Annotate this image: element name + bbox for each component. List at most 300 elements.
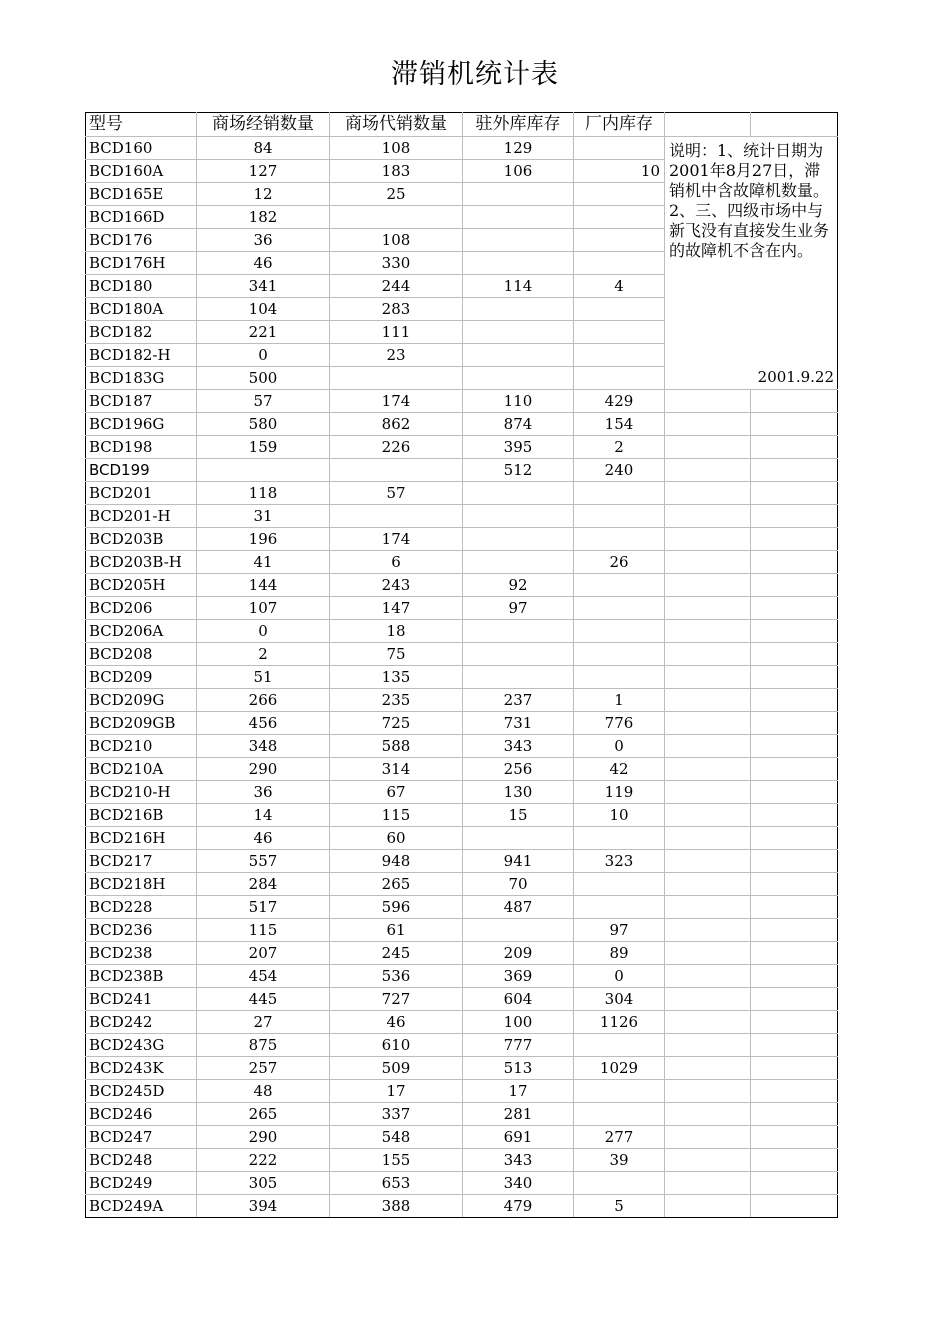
table-row: [86, 1126, 838, 1149]
cell-retail-qty: 500: [197, 367, 330, 390]
cell-model: BCD166D: [86, 206, 197, 229]
cell-consign-qty: 25: [330, 183, 463, 206]
cell-retail-qty: 394: [197, 1195, 330, 1218]
cell-consign-qty: 67: [330, 781, 463, 804]
cell-model: BCD243K: [86, 1057, 197, 1080]
cell-retail-qty: 221: [197, 321, 330, 344]
empty-cell: [751, 459, 838, 482]
cell-consign-qty: 330: [330, 252, 463, 275]
header-external-stock: 驻外库库存: [463, 113, 574, 137]
cell-consign-qty: [330, 459, 463, 482]
cell-external-stock: [463, 666, 574, 689]
cell-model: BCD246: [86, 1103, 197, 1126]
empty-cell: [751, 643, 838, 666]
cell-factory-stock: 323: [574, 850, 665, 873]
cell-consign-qty: 17: [330, 1080, 463, 1103]
cell-model: BCD241: [86, 988, 197, 1011]
cell-factory-stock: [574, 252, 665, 275]
cell-retail-qty: 84: [197, 137, 330, 160]
cell-consign-qty: 548: [330, 1126, 463, 1149]
cell-factory-stock: 10: [574, 160, 665, 183]
table-row: [86, 551, 838, 574]
cell-factory-stock: [574, 896, 665, 919]
cell-external-stock: 106: [463, 160, 574, 183]
cell-retail-qty: [197, 459, 330, 482]
cell-consign-qty: 108: [330, 137, 463, 160]
cell-model: BCD210A: [86, 758, 197, 781]
cell-factory-stock: [574, 1103, 665, 1126]
cell-factory-stock: [574, 344, 665, 367]
cell-retail-qty: 0: [197, 620, 330, 643]
table-row: [86, 781, 838, 804]
cell-external-stock: 343: [463, 735, 574, 758]
empty-cell: [751, 551, 838, 574]
page-title: 滞销机统计表: [391, 59, 559, 90]
empty-cell: [751, 1149, 838, 1172]
cell-factory-stock: 26: [574, 551, 665, 574]
empty-cell: [665, 758, 751, 781]
cell-external-stock: 340: [463, 1172, 574, 1195]
cell-consign-qty: [330, 206, 463, 229]
cell-model: BCD210-H: [86, 781, 197, 804]
cell-consign-qty: 174: [330, 390, 463, 413]
cell-consign-qty: 337: [330, 1103, 463, 1126]
cell-retail-qty: 290: [197, 1126, 330, 1149]
cell-retail-qty: 127: [197, 160, 330, 183]
cell-consign-qty: 57: [330, 482, 463, 505]
header-empty-cell: [665, 113, 751, 137]
table-row: [86, 1149, 838, 1172]
cell-model: BCD242: [86, 1011, 197, 1034]
cell-external-stock: [463, 298, 574, 321]
cell-external-stock: 92: [463, 574, 574, 597]
cell-consign-qty: 108: [330, 229, 463, 252]
cell-retail-qty: 36: [197, 229, 330, 252]
cell-factory-stock: 39: [574, 1149, 665, 1172]
empty-cell: [751, 1034, 838, 1057]
empty-cell: [751, 574, 838, 597]
empty-cell: [751, 1080, 838, 1103]
cell-factory-stock: [574, 482, 665, 505]
empty-cell: [751, 758, 838, 781]
empty-cell: [665, 1149, 751, 1172]
cell-external-stock: [463, 551, 574, 574]
table-row: [86, 1011, 838, 1034]
cell-model: BCD183G: [86, 367, 197, 390]
cell-consign-qty: 226: [330, 436, 463, 459]
cell-external-stock: 395: [463, 436, 574, 459]
cell-consign-qty: 536: [330, 965, 463, 988]
empty-cell: [751, 390, 838, 413]
cell-retail-qty: 2: [197, 643, 330, 666]
cell-retail-qty: 580: [197, 413, 330, 436]
cell-retail-qty: 196: [197, 528, 330, 551]
empty-cell: [665, 942, 751, 965]
empty-cell: [751, 712, 838, 735]
cell-consign-qty: 862: [330, 413, 463, 436]
cell-factory-stock: [574, 597, 665, 620]
table-row: [86, 804, 838, 827]
cell-model: BCD217: [86, 850, 197, 873]
cell-external-stock: 604: [463, 988, 574, 1011]
empty-cell: [665, 965, 751, 988]
empty-cell: [751, 1126, 838, 1149]
cell-model: BCD203B-H: [86, 551, 197, 574]
empty-cell: [751, 873, 838, 896]
cell-consign-qty: 183: [330, 160, 463, 183]
cell-model: BCD247: [86, 1126, 197, 1149]
cell-model: BCD218H: [86, 873, 197, 896]
table-row: [86, 712, 838, 735]
cell-external-stock: 479: [463, 1195, 574, 1218]
cell-retail-qty: 348: [197, 735, 330, 758]
header-retail-qty: 商场经销数量: [197, 113, 330, 137]
cell-factory-stock: 1029: [574, 1057, 665, 1080]
cell-factory-stock: [574, 620, 665, 643]
cell-factory-stock: 1: [574, 689, 665, 712]
cell-model: BCD209G: [86, 689, 197, 712]
cell-model: BCD238B: [86, 965, 197, 988]
empty-cell: [665, 1080, 751, 1103]
table-row: [86, 1103, 838, 1126]
empty-cell: [665, 1011, 751, 1034]
empty-cell: [751, 689, 838, 712]
cell-retail-qty: 445: [197, 988, 330, 1011]
cell-external-stock: [463, 482, 574, 505]
empty-cell: [751, 1057, 838, 1080]
cell-retail-qty: 182: [197, 206, 330, 229]
empty-cell: [665, 988, 751, 1011]
empty-cell: [751, 988, 838, 1011]
cell-retail-qty: 207: [197, 942, 330, 965]
cell-model: BCD209: [86, 666, 197, 689]
empty-cell: [751, 1195, 838, 1218]
table-row: [86, 620, 838, 643]
cell-retail-qty: 284: [197, 873, 330, 896]
cell-retail-qty: 46: [197, 827, 330, 850]
cell-factory-stock: 0: [574, 965, 665, 988]
cell-factory-stock: [574, 528, 665, 551]
cell-factory-stock: 277: [574, 1126, 665, 1149]
empty-cell: [665, 666, 751, 689]
cell-retail-qty: 875: [197, 1034, 330, 1057]
cell-retail-qty: 27: [197, 1011, 330, 1034]
cell-consign-qty: 235: [330, 689, 463, 712]
table-row: [86, 735, 838, 758]
table-row: [86, 1195, 838, 1218]
empty-cell: [665, 1103, 751, 1126]
empty-cell: [665, 1126, 751, 1149]
cell-consign-qty: 75: [330, 643, 463, 666]
table-row: [86, 1057, 838, 1080]
cell-retail-qty: 46: [197, 252, 330, 275]
cell-consign-qty: 111: [330, 321, 463, 344]
cell-factory-stock: [574, 367, 665, 390]
table-row: [86, 436, 838, 459]
table-row: [86, 758, 838, 781]
cell-retail-qty: 257: [197, 1057, 330, 1080]
cell-model: BCD243G: [86, 1034, 197, 1057]
cell-retail-qty: 31: [197, 505, 330, 528]
empty-cell: [665, 873, 751, 896]
header-consign-qty: 商场代销数量: [330, 113, 463, 137]
cell-model: BCD198: [86, 436, 197, 459]
cell-consign-qty: 588: [330, 735, 463, 758]
cell-external-stock: [463, 528, 574, 551]
cell-consign-qty: 18: [330, 620, 463, 643]
empty-cell: [665, 482, 751, 505]
empty-cell: [751, 597, 838, 620]
empty-cell: [751, 666, 838, 689]
empty-cell: [665, 620, 751, 643]
cell-retail-qty: 107: [197, 597, 330, 620]
cell-factory-stock: 4: [574, 275, 665, 298]
cell-consign-qty: 244: [330, 275, 463, 298]
cell-factory-stock: 304: [574, 988, 665, 1011]
cell-external-stock: 17: [463, 1080, 574, 1103]
cell-external-stock: [463, 643, 574, 666]
cell-model: BCD201: [86, 482, 197, 505]
empty-cell: [665, 827, 751, 850]
cell-consign-qty: 725: [330, 712, 463, 735]
cell-model: BCD245D: [86, 1080, 197, 1103]
cell-consign-qty: 245: [330, 942, 463, 965]
cell-consign-qty: 174: [330, 528, 463, 551]
table-row: [86, 390, 838, 413]
cell-retail-qty: 118: [197, 482, 330, 505]
empty-cell: [665, 413, 751, 436]
table-row: [86, 482, 838, 505]
cell-consign-qty: 60: [330, 827, 463, 850]
empty-cell: [751, 919, 838, 942]
empty-cell: [665, 850, 751, 873]
cell-model: BCD165E: [86, 183, 197, 206]
table-row: [86, 965, 838, 988]
cell-consign-qty: 135: [330, 666, 463, 689]
table-row: [86, 1080, 838, 1103]
cell-model: BCD238: [86, 942, 197, 965]
cell-factory-stock: 154: [574, 413, 665, 436]
cell-model: BCD208: [86, 643, 197, 666]
cell-retail-qty: 557: [197, 850, 330, 873]
cell-retail-qty: 454: [197, 965, 330, 988]
cell-retail-qty: 14: [197, 804, 330, 827]
table-row: [86, 137, 838, 160]
cell-model: BCD180: [86, 275, 197, 298]
cell-model: BCD160A: [86, 160, 197, 183]
empty-cell: [751, 781, 838, 804]
table-row: [86, 850, 838, 873]
cell-external-stock: 237: [463, 689, 574, 712]
cell-external-stock: 97: [463, 597, 574, 620]
empty-cell: [665, 436, 751, 459]
cell-model: BCD199: [86, 459, 197, 482]
cell-model: BCD201-H: [86, 505, 197, 528]
cell-model: BCD236: [86, 919, 197, 942]
cell-external-stock: [463, 183, 574, 206]
cell-external-stock: [463, 344, 574, 367]
cell-external-stock: [463, 321, 574, 344]
cell-model: BCD210: [86, 735, 197, 758]
cell-model: BCD206: [86, 597, 197, 620]
cell-retail-qty: 265: [197, 1103, 330, 1126]
inventory-table: [85, 112, 838, 1218]
cell-factory-stock: [574, 574, 665, 597]
empty-cell: [751, 436, 838, 459]
empty-cell: [751, 413, 838, 436]
cell-factory-stock: 89: [574, 942, 665, 965]
cell-external-stock: 369: [463, 965, 574, 988]
cell-retail-qty: 48: [197, 1080, 330, 1103]
empty-cell: [665, 896, 751, 919]
cell-external-stock: [463, 827, 574, 850]
header-empty-cell: [751, 113, 838, 137]
cell-factory-stock: 5: [574, 1195, 665, 1218]
cell-external-stock: [463, 505, 574, 528]
table-row: [86, 666, 838, 689]
empty-cell: [751, 942, 838, 965]
empty-cell: [665, 643, 751, 666]
cell-model: BCD182-H: [86, 344, 197, 367]
cell-external-stock: 343: [463, 1149, 574, 1172]
empty-cell: [751, 827, 838, 850]
cell-factory-stock: [574, 229, 665, 252]
cell-consign-qty: 46: [330, 1011, 463, 1034]
table-row: [86, 689, 838, 712]
cell-external-stock: 130: [463, 781, 574, 804]
cell-external-stock: 731: [463, 712, 574, 735]
empty-cell: [751, 1011, 838, 1034]
table-row: [86, 827, 838, 850]
cell-model: BCD205H: [86, 574, 197, 597]
cell-external-stock: [463, 229, 574, 252]
cell-consign-qty: 509: [330, 1057, 463, 1080]
cell-factory-stock: 429: [574, 390, 665, 413]
table-row: [86, 896, 838, 919]
empty-cell: [751, 896, 838, 919]
cell-external-stock: [463, 252, 574, 275]
cell-retail-qty: 290: [197, 758, 330, 781]
table-row: [86, 459, 838, 482]
cell-retail-qty: 36: [197, 781, 330, 804]
table-row: [86, 873, 838, 896]
cell-consign-qty: 61: [330, 919, 463, 942]
cell-retail-qty: 104: [197, 298, 330, 321]
cell-model: BCD248: [86, 1149, 197, 1172]
empty-cell: [751, 1172, 838, 1195]
empty-cell: [665, 574, 751, 597]
cell-external-stock: [463, 206, 574, 229]
cell-external-stock: 129: [463, 137, 574, 160]
cell-factory-stock: [574, 321, 665, 344]
table-row: [86, 597, 838, 620]
cell-external-stock: 114: [463, 275, 574, 298]
table-row: [86, 919, 838, 942]
cell-model: BCD216B: [86, 804, 197, 827]
cell-external-stock: 512: [463, 459, 574, 482]
cell-external-stock: 513: [463, 1057, 574, 1080]
cell-consign-qty: 265: [330, 873, 463, 896]
cell-factory-stock: 776: [574, 712, 665, 735]
cell-factory-stock: 119: [574, 781, 665, 804]
empty-cell: [751, 505, 838, 528]
cell-consign-qty: 727: [330, 988, 463, 1011]
cell-factory-stock: [574, 643, 665, 666]
empty-cell: [665, 712, 751, 735]
cell-factory-stock: [574, 1034, 665, 1057]
empty-cell: [665, 505, 751, 528]
cell-consign-qty: 388: [330, 1195, 463, 1218]
cell-consign-qty: 147: [330, 597, 463, 620]
empty-cell: [665, 919, 751, 942]
cell-factory-stock: 0: [574, 735, 665, 758]
header-factory-stock: 厂内库存: [574, 113, 665, 137]
empty-cell: [665, 1057, 751, 1080]
cell-retail-qty: 115: [197, 919, 330, 942]
table-row: [86, 643, 838, 666]
cell-model: BCD216H: [86, 827, 197, 850]
cell-factory-stock: 240: [574, 459, 665, 482]
cell-external-stock: [463, 620, 574, 643]
empty-cell: [665, 1034, 751, 1057]
note-text: 说明：1、统计日期为2001年8月27日，滞销机中含故障机数量。2、三、四级市场中与新飞没有直接发生业务的故障机不含在内。: [665, 137, 838, 367]
cell-external-stock: 209: [463, 942, 574, 965]
cell-external-stock: 100: [463, 1011, 574, 1034]
cell-external-stock: 941: [463, 850, 574, 873]
empty-cell: [665, 390, 751, 413]
cell-consign-qty: 596: [330, 896, 463, 919]
cell-external-stock: 487: [463, 896, 574, 919]
cell-external-stock: 256: [463, 758, 574, 781]
cell-model: BCD176H: [86, 252, 197, 275]
table-body: [86, 113, 838, 1218]
cell-factory-stock: [574, 1080, 665, 1103]
cell-factory-stock: 10: [574, 804, 665, 827]
empty-cell: [751, 482, 838, 505]
cell-retail-qty: 222: [197, 1149, 330, 1172]
cell-factory-stock: [574, 298, 665, 321]
cell-model: BCD160: [86, 137, 197, 160]
cell-model: BCD203B: [86, 528, 197, 551]
cell-model: BCD180A: [86, 298, 197, 321]
empty-cell: [751, 850, 838, 873]
cell-consign-qty: 23: [330, 344, 463, 367]
cell-external-stock: [463, 367, 574, 390]
table-row: [86, 942, 838, 965]
cell-retail-qty: 266: [197, 689, 330, 712]
cell-consign-qty: [330, 505, 463, 528]
cell-factory-stock: [574, 183, 665, 206]
empty-cell: [665, 528, 751, 551]
cell-factory-stock: 1126: [574, 1011, 665, 1034]
cell-retail-qty: 517: [197, 896, 330, 919]
empty-cell: [665, 459, 751, 482]
cell-consign-qty: 283: [330, 298, 463, 321]
empty-cell: [751, 528, 838, 551]
cell-factory-stock: [574, 666, 665, 689]
cell-consign-qty: 948: [330, 850, 463, 873]
cell-factory-stock: 97: [574, 919, 665, 942]
cell-model: BCD176: [86, 229, 197, 252]
cell-retail-qty: 305: [197, 1172, 330, 1195]
cell-external-stock: 110: [463, 390, 574, 413]
empty-cell: [665, 689, 751, 712]
table-row: [86, 988, 838, 1011]
cell-consign-qty: 653: [330, 1172, 463, 1195]
table-row: [86, 413, 838, 436]
cell-factory-stock: [574, 137, 665, 160]
empty-cell: [751, 804, 838, 827]
